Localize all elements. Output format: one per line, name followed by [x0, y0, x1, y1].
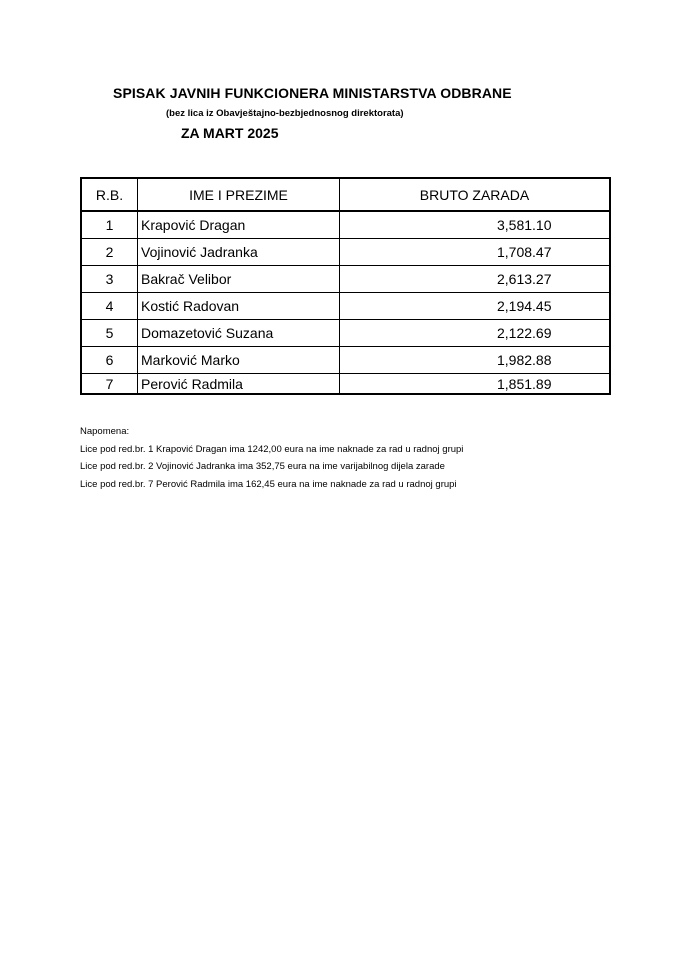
row-name: Perović Radmila — [138, 374, 340, 395]
table-row — [81, 347, 610, 374]
row-rb: 3 — [81, 266, 138, 293]
table-row — [81, 211, 610, 239]
row-amount: 2,613.27 — [340, 266, 611, 293]
table-row — [81, 374, 610, 395]
table-row — [81, 320, 610, 347]
row-amount: 3,581.10 — [340, 211, 611, 239]
row-rb: 5 — [81, 320, 138, 347]
note-line: Lice pod red.br. 2 Vojinović Jadranka ima 352,75 eura na ime varijabilnog dijela zarade — [80, 461, 445, 472]
notes-heading: Napomena: — [80, 426, 130, 437]
row-amount: 1,708.47 — [340, 239, 611, 266]
row-name: Marković Marko — [138, 347, 340, 374]
notes-section — [80, 423, 463, 493]
document-title: SPISAK JAVNIH FUNKCIONERA MINISTARSTVA ODBRANE — [113, 85, 512, 101]
table-row — [81, 239, 610, 266]
header-rb: R.B. — [81, 178, 138, 211]
row-name: Krapović Dragan — [138, 211, 340, 239]
row-rb: 2 — [81, 239, 138, 266]
document-period: ZA MART 2025 — [181, 125, 279, 141]
row-rb: 7 — [81, 374, 138, 395]
row-name: Vojinović Jadranka — [138, 239, 340, 266]
note-line: Lice pod red.br. 7 Perović Radmila ima 162,45 eura na ime naknade za rad u radnoj grupi — [80, 478, 457, 490]
row-name: Bakrač Velibor — [138, 266, 340, 293]
row-rb: 4 — [81, 293, 138, 320]
row-rb: 1 — [81, 211, 138, 239]
row-rb: 6 — [81, 347, 138, 374]
table-header-row — [81, 178, 610, 211]
row-name: Domazetović Suzana — [138, 320, 340, 347]
salary-table — [80, 177, 611, 395]
row-amount: 1,851.89 — [340, 374, 611, 395]
header-name: IME I PREZIME — [138, 178, 340, 211]
row-amount: 2,122.69 — [340, 320, 611, 347]
row-amount: 1,982.88 — [340, 347, 611, 374]
row-amount: 2,194.45 — [340, 293, 611, 320]
header-amount: BRUTO ZARADA — [340, 178, 611, 211]
table-row — [81, 266, 610, 293]
row-name: Kostić Radovan — [138, 293, 340, 320]
table-row — [81, 293, 610, 320]
note-line: Lice pod red.br. 1 Krapović Dragan ima 1242,00 eura na ime naknade za rad u radnoj grupi — [80, 443, 464, 455]
document-subtitle: (bez lica iz Obavještajno-bezbjednosnog direktorata) — [166, 108, 404, 119]
